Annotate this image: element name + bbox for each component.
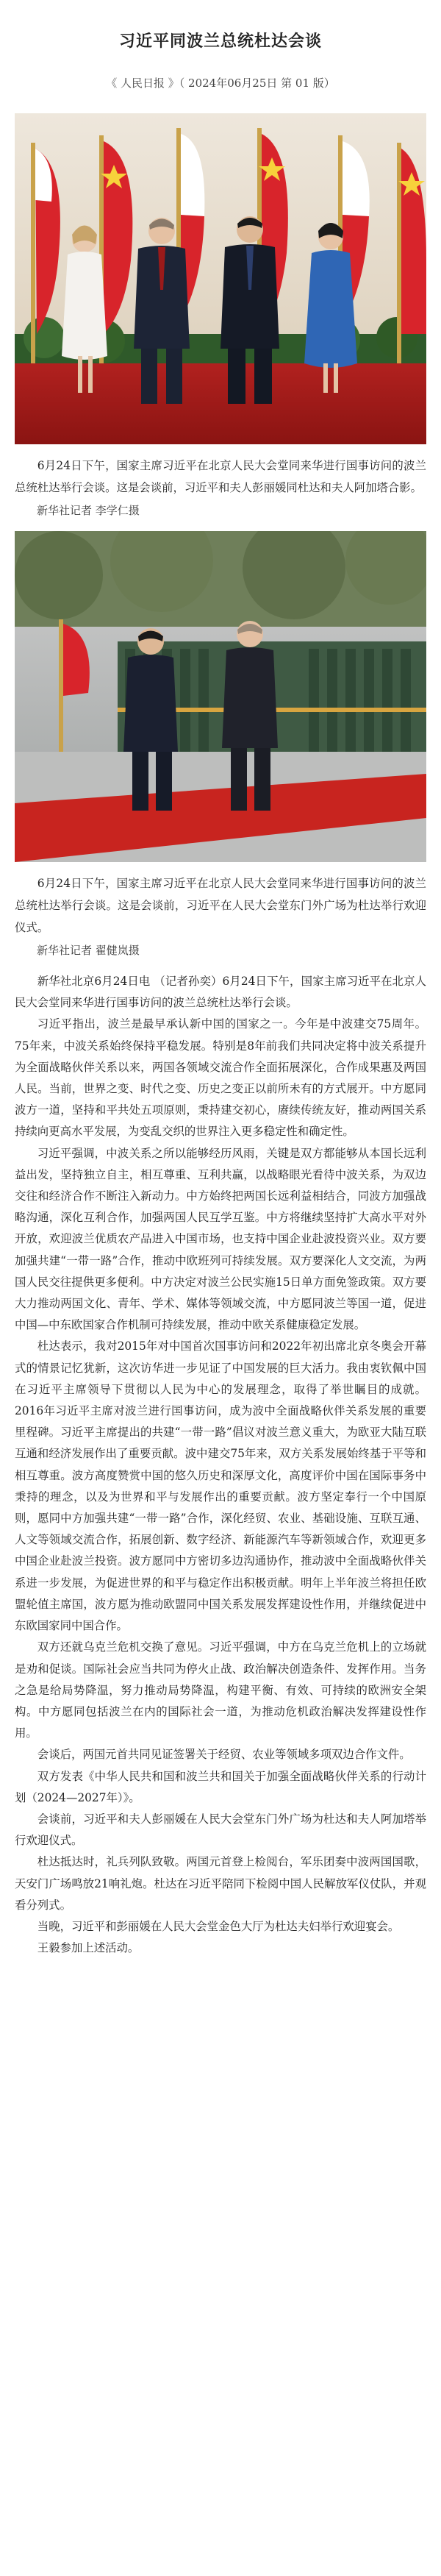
photo2-caption: 6月24日下午，国家主席习近平在北京人民大会堂同来华进行国事访问的波兰总统杜达举行会谈。这是会谈前，习近平在人民大会堂东门外广场为杜达举行欢迎仪式。	[15, 877, 426, 934]
paragraph: 习近平指出，波兰是最早承认新中国的国家之一。今年是中波建交75周年。75年来，中波关系始终保持平稳发展。特别是8年前我们共同决定将中波关系提升为全面战略伙伴关系以来，两国各领域交流合作全面拓展深化，合作成果惠及两国人民。当前，世界之变、时代之变、历史之变正以前所未有的方式展开。中方愿同波方一道，坚持和平共处五项原则，秉持建交初心，赓续传统友好，推动两国关系持续向更高水平发展，为变乱交织的世界注入更多稳定性和确定性。	[15, 1017, 426, 1139]
group-photo-image	[15, 113, 426, 444]
article-source: 《 人民日报 》（ 2024年06月25日 第 01 版）	[106, 77, 335, 90]
paragraph: 杜达表示，我对2015年对中国首次国事访问和2022年初出席北京冬奥会开幕式的情景记忆犹新，这次访华进一步见证了中国发展的巨大活力。我由衷钦佩中国在习近平主席领导下贯彻以人民为中心的发展理念，取得了举世瞩目的成就。2016年习近平主席对波兰进行国事访问，成为波中全面战略伙伴关系发展的重要里程碑。习近平主席提出的共建“一带一路”倡议对波兰意义重大，为欧亚大陆互联互通和经济发展作出了重要贡献。波中建交75年来，双方关系发展始终基于平等和相互尊重。波方高度赞赏中国的悠久历史和深厚文化，高度评价中国在国际事务中秉持的理念，以及为世界和平与发展作出的重要贡献。波方坚定奉行一个中国原则，愿同中方加强共建“一带一路”合作，深化经贸、农业、基础设施、互联互通、人文等领域交流合作，拓展创新、数字经济、新能源汽车等新领域合作，欢迎更多中国企业赴波兰投资。波方愿同中方密切多边沟通协作，推动波中全面战略伙伴关系进一步发展，为促进世界的和平与稳定作出积极贡献。明年上半年波兰将担任欧盟轮值主席国，波方愿为推动欧盟同中国关系发展发挥建设性作用，并继续促进中东欧国家同中国合作。	[15, 1339, 426, 1633]
photo1-caption: 6月24日下午，国家主席习近平在北京人民大会堂同来华进行国事访问的波兰总统杜达举行会谈。这是会谈前，习近平和夫人彭丽媛同杜达和夫人阿加塔合影。	[15, 459, 426, 494]
paragraph: 会谈后，两国元首共同见证签署关于经贸、农业等领域多项双边合作文件。	[37, 1748, 411, 1762]
photo1-credit: 新华社记者 李学仁摄	[37, 504, 140, 517]
photo2-credit: 新华社记者 翟健岚摄	[37, 944, 140, 957]
paragraph: 双方还就乌克兰危机交换了意见。习近平强调，中方在乌克兰危机上的立场就是劝和促谈。国际社会应当共同为停火止战、政治解决创造条件、发挥作用。当务之急是给局势降温，努力推动局势降温，构建平衡、有效、可持续的欧洲安全架构。中方愿同包括波兰在内的国际社会一道，为推动危机政治解决发挥建设性作用。	[15, 1640, 426, 1740]
paragraph: 当晚，习近平和彭丽媛在人民大会堂金色大厅为杜达夫妇举行欢迎宴会。	[37, 1919, 400, 1933]
photo-welcome-ceremony	[15, 531, 426, 862]
paragraph: 习近平强调，中波关系之所以能够经历风雨，关键是双方都能够从本国长远利益出发，坚持独立自主，相互尊重、互利共赢，以战略眼光看待中波关系，为双边交往和经济合作不断注入新动力。中方始终把两国长远利益相结合，同波方加强战略沟通，深化互利合作，加强两国人民互学互鉴。中方将继续坚持扩大高水平对外开放，欢迎波兰优质农产品进入中国市场，也支持中国企业赴波投资兴业。双方要加强共建“一带一路”合作，推动中欧班列可持续发展。双方要深化人文交流，为两国人民交往提供更多便利。中方决定对波兰公民实施15日单方面免签政策。双方要大力推动两国文化、青年、学术、媒体等领域交流，中方愿同波兰等国一道，促进中国—中东欧国家合作机制可持续发展，推动中欧关系健康稳定发展。	[15, 1146, 426, 1332]
ceremony-photo-image	[15, 531, 426, 862]
article	[15, 0, 426, 1959]
photo-group-portrait	[15, 113, 426, 444]
paragraph: 新华社北京6月24日电 （记者孙奕）6月24日下午，国家主席习近平在北京人民大会堂同来华进行国事访问的波兰总统杜达举行会谈。	[15, 975, 426, 1010]
paragraph: 双方发表《中华人民共和国和波兰共和国关于加强全面战略伙伴关系的行动计划（2024—2027年）》。	[15, 1769, 426, 1804]
article-body	[15, 971, 426, 1959]
article-title: 习近平同波兰总统杜达会谈	[118, 32, 322, 51]
paragraph: 杜达抵达时，礼兵列队致敬。两国元首登上检阅台，军乐团奏中波两国国歌，天安门广场鸣放21响礼炮。杜达在习近平陪同下检阅中国人民解放军仪仗队，并观看分列式。	[15, 1855, 426, 1912]
paragraph: 会谈前，习近平和夫人彭丽媛在人民大会堂东门外广场为杜达和夫人阿加塔举行欢迎仪式。	[15, 1812, 426, 1848]
paragraph: 王毅参加上述活动。	[37, 1941, 140, 1955]
